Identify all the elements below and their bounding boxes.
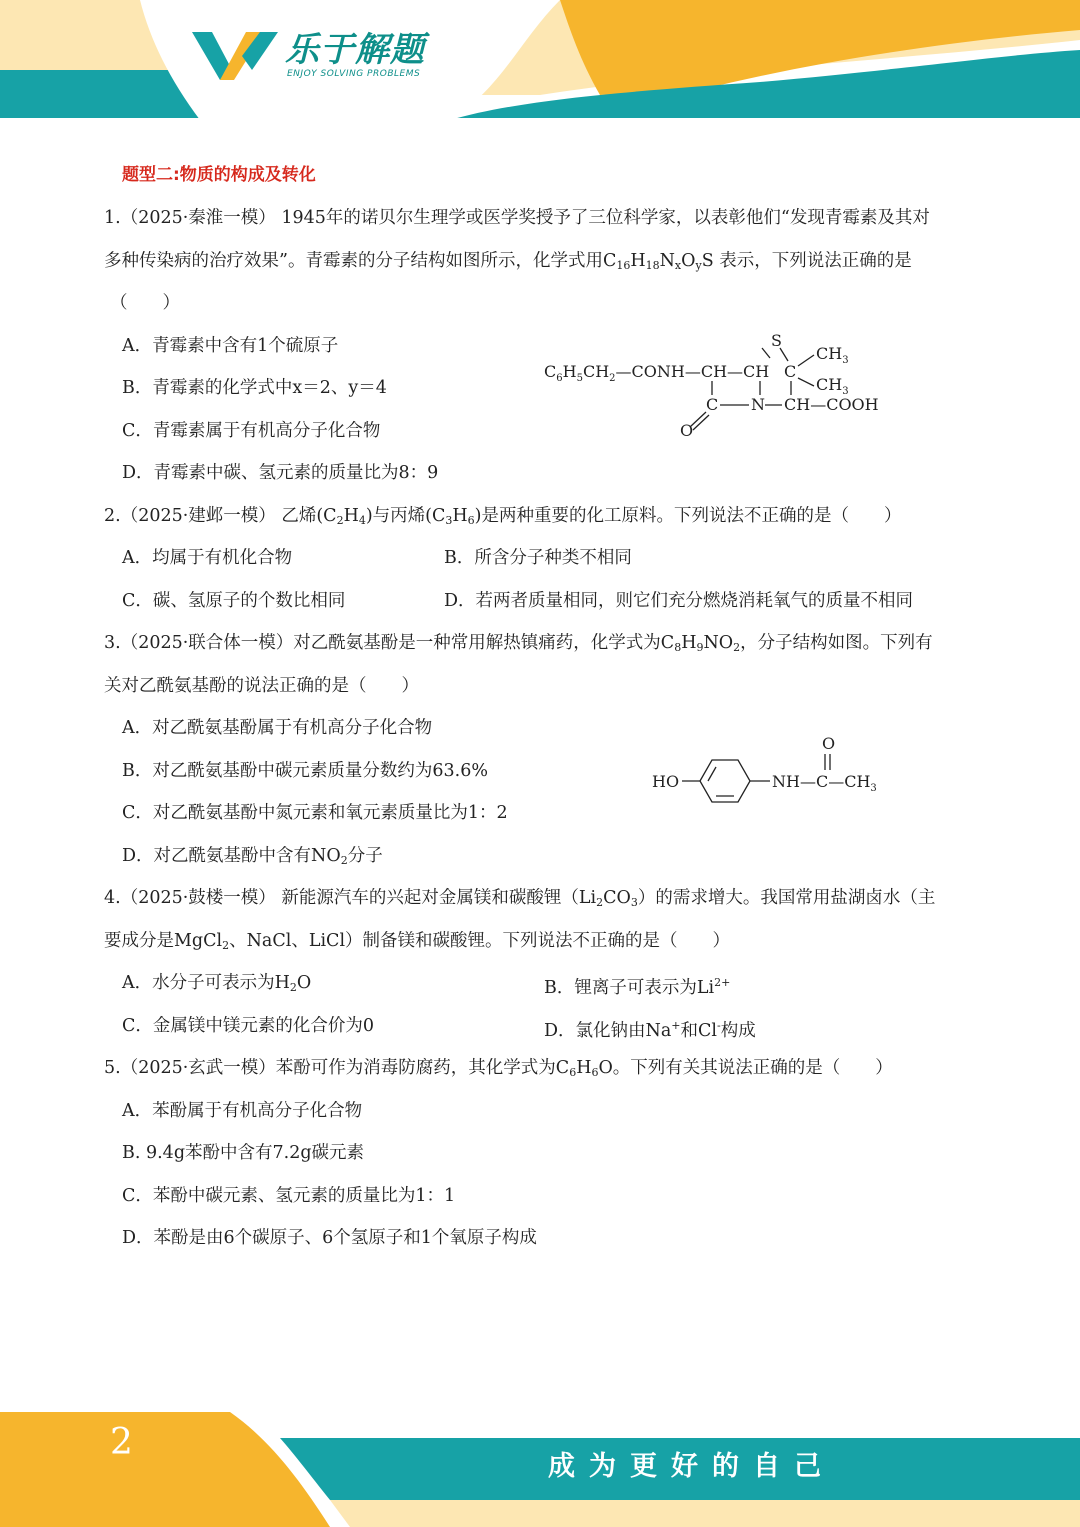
q3-stem-line1: 3.（2025·联合体一模）对乙酰氨基酚是一种常用解热镇痛药，化学式为$C_8H_9NO_2$，分子结构如图。下列有	[104, 633, 933, 654]
q2-option-b: B．所含分子种类不相同	[444, 548, 632, 568]
q2-option-a: A．均属于有机化合物	[122, 548, 293, 568]
q1-option-d: D．青霉素中碳、氢元素的质量比为8：9	[122, 463, 439, 483]
svg-text:O: O	[680, 421, 694, 440]
svg-text:CH3: $CH_3$	[816, 344, 849, 366]
page-number: 2	[110, 1422, 133, 1463]
q4-stem-line2: 要成分是MgCl$_2$、NaCl、LiCl）制备镁和碳酸锂。下列说法不正确的是（ ）	[104, 931, 731, 952]
svg-text:C6H5CH2—CONH—CH—CH: $C_6H_5CH_2—CONH—CH—CH$	[544, 362, 770, 384]
q4-option-c: C．金属镁中镁元素的化合价为0	[122, 1016, 375, 1036]
section-title: 题型二:物质的构成及转化	[122, 165, 316, 185]
q4-option-d: D．氯化钠由Na+和Cl-构成	[544, 1019, 756, 1041]
q5-stem: 5.（2025·玄武一模）苯酚可作为消毒防腐药，其化学式为$C_6H_6O$。下列有关其说法正确的是（ ）	[104, 1058, 893, 1079]
penicillin-structure	[540, 328, 890, 443]
svg-text:CH—COOH: CH—COOH	[784, 395, 879, 414]
svg-text:HO: HO	[652, 772, 680, 791]
footer-slogan: 成为更好的自己	[548, 1451, 835, 1482]
svg-text:C: C	[706, 395, 719, 414]
q3-option-d: D．对乙酰氨基酚中含有$NO_2$分子	[122, 846, 383, 867]
brand-tagline: ENJOY SOLVING PROBLEMS	[287, 69, 421, 79]
q1-option-c: C．青霉素属于有机高分子化合物	[122, 421, 381, 441]
q5-option-a: A．苯酚属于有机高分子化合物	[122, 1101, 363, 1121]
q5-option-b: B. 9.4g苯酚中含有7.2g碳元素	[122, 1143, 365, 1163]
svg-text:C: C	[784, 362, 797, 381]
svg-text:S: S	[771, 331, 782, 350]
q1-line2: 多种传染病的治疗效果”。青霉素的分子结构如图所示，化学式用$C_{16}H_{18}N_xO_yS$ 表示，下列说法正确的是	[104, 251, 912, 272]
header-banner	[0, 0, 1080, 125]
q3-option-c: C．对乙酰氨基酚中氮元素和氧元素质量比为1：2	[122, 803, 508, 823]
q3-stem-line2: 关对乙酰氨基酚的说法正确的是（ ）	[104, 676, 419, 696]
q4-stem-line1: 4.（2025·鼓楼一模） 新能源汽车的兴起对金属镁和碳酸锂$(Li_2CO_3)$的需求增大。我国常用盐湖卤水（主	[104, 888, 936, 909]
footer-banner	[0, 1410, 1080, 1527]
q4-option-b: B．锂离子可表示为$Li^{2+}$	[544, 976, 731, 998]
svg-text:CH3: $CH_3$	[816, 375, 849, 397]
q1-bracket: （ ）	[110, 293, 180, 313]
q2-option-d: D．若两者质量相同，则它们充分燃烧消耗氧气的质量不相同	[444, 591, 914, 611]
q4-option-a: A．水分子可表示为$H_2O$	[122, 973, 312, 994]
svg-text:N: N	[751, 395, 765, 414]
brand-name: 乐于解题	[285, 30, 425, 70]
q3-option-b: B．对乙酰氨基酚中碳元素质量分数约为63.6%	[122, 761, 488, 781]
q2-stem: 2.（2025·建邺一模） 乙烯$(C_2H_4)$与丙烯$(C_3H_6)$是两种重要的化工原料。下列说法不正确的是（ ）	[104, 506, 902, 527]
logo-icon	[190, 26, 280, 82]
q1-option-b: B．青霉素的化学式中x＝2、y＝4	[122, 378, 387, 398]
q1-line1: 1.（2025·秦淮一模） 1945年的诺贝尔生理学或医学奖授予了三位科学家，以表彰他们“发现青霉素及其对	[104, 208, 930, 228]
q5-option-d: D．苯酚是由6个碳原子、6个氢原子和1个氧原子构成	[122, 1228, 537, 1248]
q1-option-a: A．青霉素中含有1个硫原子	[122, 336, 339, 356]
q2-option-c: C．碳、氢原子的个数比相同	[122, 591, 346, 611]
svg-text:O: O	[822, 734, 836, 753]
q5-option-c: C．苯酚中碳元素、氢元素的质量比为1：1	[122, 1186, 456, 1206]
paracetamol-structure	[650, 730, 900, 810]
svg-text:NH—C—CH3: $NH—C—CH_3$	[772, 772, 877, 794]
q3-option-a: A．对乙酰氨基酚属于有机高分子化合物	[122, 718, 433, 738]
